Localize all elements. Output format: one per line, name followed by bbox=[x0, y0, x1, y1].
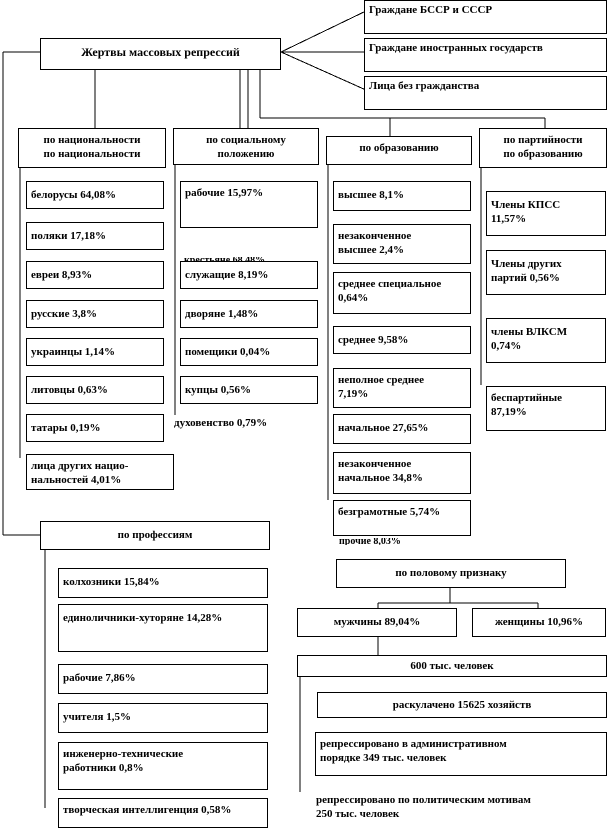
nationality-header: по национальности по национальности bbox=[18, 128, 166, 168]
social-item: помещики 0,04% bbox=[180, 338, 318, 366]
social-item: рабочие 15,97% bbox=[180, 181, 318, 228]
profession-item: колхозники 15,84% bbox=[58, 568, 268, 598]
education-item: незаконченное начальное 34,8% bbox=[333, 452, 471, 494]
social-item: служащие 8,19% bbox=[180, 261, 318, 289]
education-item: безграмотные 5,74% bbox=[333, 500, 471, 536]
citizenship-box-1: Граждане БССР и СССР bbox=[364, 0, 607, 34]
root-box: Жертвы массовых репрессий bbox=[40, 38, 281, 70]
social-header: по социальному положению bbox=[173, 128, 319, 165]
totals-item: репрессировано по политическим мотивам 250 тыс. человек bbox=[316, 794, 531, 820]
education-item: незаконченное высшее 2,4% bbox=[333, 224, 471, 264]
nationality-item: татары 0,19% bbox=[26, 414, 164, 442]
profession-item: рабочие 7,86% bbox=[58, 664, 268, 694]
totals-item: репрессировано в административном порядке 349 тыс. человек bbox=[315, 732, 607, 776]
nationality-item: украинцы 1,14% bbox=[26, 338, 164, 366]
citizenship-box-2: Граждане иностранных государств bbox=[364, 38, 607, 72]
connector bbox=[281, 52, 366, 90]
profession-item: учителя 1,5% bbox=[58, 703, 268, 733]
education-item: среднее специальное 0,64% bbox=[333, 272, 471, 314]
profession-header: по профессиям bbox=[40, 521, 270, 550]
party-header: по партийности по образованию bbox=[479, 128, 607, 168]
gender-header: по половому признаку bbox=[336, 559, 566, 588]
profession-item: инженерно-технические работники 0,8% bbox=[58, 742, 268, 790]
social-item: купцы 0,56% bbox=[180, 376, 318, 404]
party-item: члены ВЛКСМ 0,74% bbox=[486, 318, 606, 363]
education-item: среднее 9,58% bbox=[333, 326, 471, 354]
citizenship-box-3: Лица без гражданства bbox=[364, 76, 607, 110]
social-item: дворяне 1,48% bbox=[180, 300, 318, 328]
party-item: Члены других партий 0,56% bbox=[486, 250, 606, 295]
gender-men: мужчины 89,04% bbox=[297, 608, 457, 637]
education-header: по образованию bbox=[326, 136, 472, 165]
education-item: неполное среднее 7,19% bbox=[333, 368, 471, 408]
party-item: беспартийные 87,19% bbox=[486, 386, 606, 431]
nationality-item: белорусы 64,08% bbox=[26, 181, 164, 209]
totals-item: раскулачено 15625 хозяйств bbox=[317, 692, 607, 718]
totals-header: 600 тыс. человек bbox=[297, 655, 607, 677]
party-item: Члены КПСС 11,57% bbox=[486, 191, 606, 236]
education-item: высшее 8,1% bbox=[333, 181, 471, 211]
profession-item: единоличники-хуторяне 14,28% bbox=[58, 604, 268, 652]
education-item: начальное 27,65% bbox=[333, 414, 471, 444]
gender-women: женщины 10,96% bbox=[472, 608, 606, 637]
profession-item: творческая интеллигенция 0,58% bbox=[58, 798, 268, 828]
nationality-item: русские 3,8% bbox=[26, 300, 164, 328]
nationality-item: литовцы 0,63% bbox=[26, 376, 164, 404]
connector bbox=[281, 11, 366, 52]
nationality-item: поляки 17,18% bbox=[26, 222, 164, 250]
education-ghost-label: прочие 8,03% bbox=[339, 538, 401, 545]
nationality-item: лица других нацио- нальностей 4,01% bbox=[26, 454, 174, 490]
nationality-item: евреи 8,93% bbox=[26, 261, 164, 289]
social-item: духовенство 0,79% bbox=[174, 417, 268, 429]
